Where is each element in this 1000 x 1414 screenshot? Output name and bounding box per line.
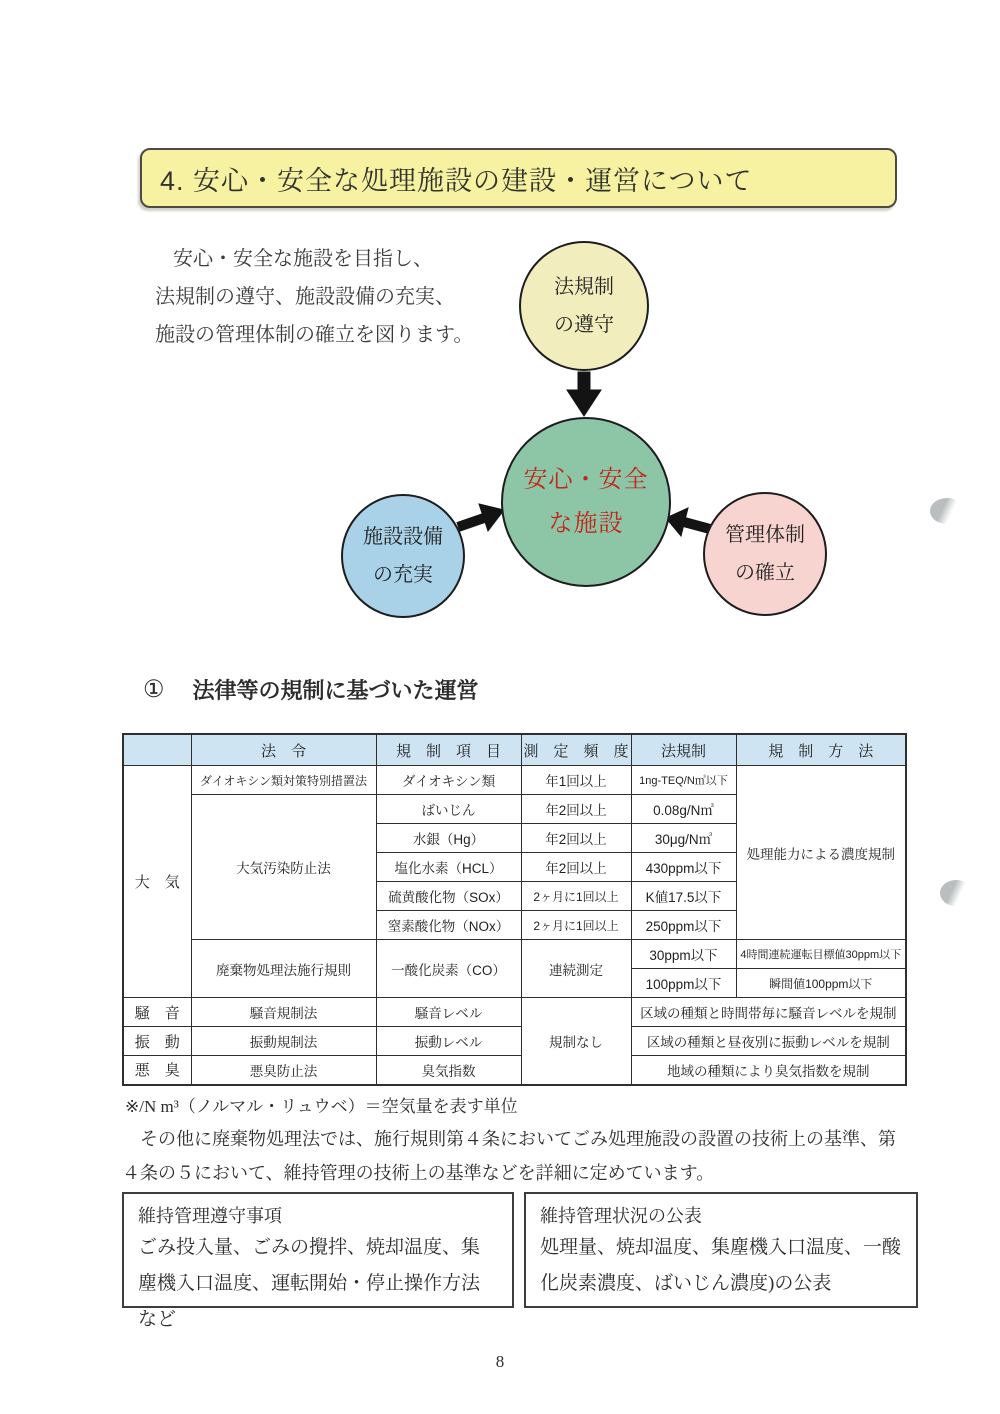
maintenance-disclosure-box bbox=[524, 1192, 918, 1308]
intro-line: 施設の管理体制の確立を図ります。 bbox=[155, 324, 474, 346]
diagram-node-safe-facility bbox=[501, 417, 671, 587]
table-row bbox=[123, 940, 906, 969]
cell-regulation: K値17.5以下 bbox=[631, 882, 736, 911]
body-paragraph: その他に廃棄物処理法では、施行規則第４条においてごみ処理施設の設置の技術上の基準、第４条の５において、維持管理の技術上の基準などを詳細に定めています。 bbox=[122, 1129, 896, 1183]
cell-frequency: 規制なし bbox=[521, 998, 631, 1085]
box-title: 維持管理状況の公表 bbox=[540, 1206, 702, 1226]
cell-regulation: 0.08g/N㎥ bbox=[631, 795, 736, 824]
page-number: 8 bbox=[495, 1352, 505, 1371]
cell-method: 区域の種類と昼夜別に振動レベルを規制 bbox=[631, 1027, 906, 1056]
scan-artifact bbox=[930, 498, 964, 524]
cell-method: 地域の種類により臭気指数を規制 bbox=[631, 1056, 906, 1085]
cell-item: ダイオキシン類 bbox=[376, 766, 521, 795]
cell-regulation: 30ppm以下 bbox=[631, 940, 736, 969]
node-label: な施設 bbox=[548, 511, 624, 537]
cell-frequency: 連続測定 bbox=[521, 940, 631, 998]
page-title: 4. 安心・安全な処理施設の建設・運営について bbox=[160, 165, 753, 196]
cell-item: 振動レベル bbox=[376, 1027, 521, 1056]
section-title: 法律等の規制に基づいた運営 bbox=[192, 678, 479, 703]
cell-law: ダイオキシン類対策特別措置法 bbox=[191, 766, 376, 795]
col-header-frequency: 測 定 頻 度 bbox=[521, 734, 631, 766]
cell-frequency: 2ヶ月に1回以上 bbox=[521, 882, 631, 911]
scan-artifact bbox=[940, 880, 972, 906]
cell-frequency: 2ヶ月に1回以上 bbox=[521, 911, 631, 940]
node-label: の確立 bbox=[735, 562, 795, 584]
diagram-node-facility-equipment bbox=[341, 494, 465, 618]
cell-category-air: 大 気 bbox=[123, 766, 191, 998]
col-header-category bbox=[123, 734, 191, 766]
col-header-item: 規 制 項 目 bbox=[376, 734, 521, 766]
box-title: 維持管理遵守事項 bbox=[138, 1206, 282, 1226]
cell-law: 廃棄物処理法施行規則 bbox=[191, 940, 376, 998]
diagram-node-management-system bbox=[703, 492, 827, 616]
cell-frequency: 年1回以上 bbox=[521, 766, 631, 795]
cell-frequency: 年2回以上 bbox=[521, 824, 631, 853]
unit-note: ※/N m³（ノルマル・リュウベ）＝空気量を表す単位 bbox=[125, 1097, 518, 1116]
cell-item: 一酸化炭素（CO） bbox=[376, 940, 521, 998]
cell-method: 4時間連続運転目標値30ppm以下 bbox=[736, 940, 906, 969]
cell-law: 大気汚染防止法 bbox=[191, 795, 376, 940]
cell-method: 処理能力による濃度規制 bbox=[736, 766, 906, 940]
cell-category-vibration: 振 動 bbox=[123, 1027, 191, 1056]
node-label: 法規制 bbox=[554, 276, 614, 298]
table-row bbox=[123, 998, 906, 1027]
intro-line: 安心・安全な施設を目指し、 bbox=[173, 248, 433, 270]
cell-regulation: 250ppm以下 bbox=[631, 911, 736, 940]
section-heading bbox=[143, 674, 479, 705]
cell-category-noise: 騒 音 bbox=[123, 998, 191, 1027]
cell-item: 塩化水素（HCL） bbox=[376, 853, 521, 882]
cell-regulation: 430ppm以下 bbox=[631, 853, 736, 882]
cell-method: 瞬間値100ppm以下 bbox=[736, 969, 906, 998]
cell-item: 臭気指数 bbox=[376, 1056, 521, 1085]
cell-regulation: 100ppm以下 bbox=[631, 969, 736, 998]
table-row bbox=[123, 1027, 906, 1056]
cell-item: 窒素酸化物（NOx） bbox=[376, 911, 521, 940]
box-body: 処理量、焼却温度、集塵機入口温度、一酸化炭素濃度、ばいじん濃度)の公表 bbox=[540, 1237, 902, 1294]
cell-law: 振動規制法 bbox=[191, 1027, 376, 1056]
circled-number-icon: ① bbox=[143, 676, 165, 703]
cell-law: 騒音規制法 bbox=[191, 998, 376, 1027]
intro-text bbox=[155, 240, 505, 354]
arrow-left-icon bbox=[666, 508, 710, 536]
cell-item: ばいじん bbox=[376, 795, 521, 824]
table-row bbox=[123, 1056, 906, 1085]
table-header-row bbox=[123, 734, 906, 766]
col-header-regulation: 法規制 bbox=[631, 734, 736, 766]
maintenance-compliance-box bbox=[122, 1192, 514, 1330]
box-body: ごみ投入量、ごみの攪拌、焼却温度、集塵機入口温度、運転開始・停止操作方法など bbox=[138, 1237, 481, 1330]
diagram-node-legal-compliance bbox=[519, 241, 649, 371]
cell-frequency: 年2回以上 bbox=[521, 795, 631, 824]
cell-item: 水銀（Hg） bbox=[376, 824, 521, 853]
cell-item: 硫黄酸化物（SOx） bbox=[376, 882, 521, 911]
cell-method: 区域の種類と時間帯毎に騒音レベルを規制 bbox=[631, 998, 906, 1027]
col-header-method: 規 制 方 法 bbox=[736, 734, 906, 766]
node-label: の充実 bbox=[373, 564, 433, 586]
node-label: 施設設備 bbox=[363, 526, 443, 548]
node-label: 安心・安全 bbox=[523, 467, 649, 493]
intro-line: 法規制の遵守、施設設備の充実、 bbox=[155, 286, 455, 308]
cell-regulation: 1ng-TEQ/N㎥以下 bbox=[631, 766, 736, 795]
cell-regulation: 30μg/N㎥ bbox=[631, 824, 736, 853]
arrow-right-icon bbox=[458, 504, 504, 531]
node-label: の遵守 bbox=[554, 314, 614, 336]
regulation-table bbox=[122, 733, 907, 1086]
table-row bbox=[123, 766, 906, 795]
arrow-down-icon bbox=[567, 372, 601, 416]
section-banner bbox=[140, 148, 897, 208]
node-label: 管理体制 bbox=[725, 524, 805, 546]
cell-item: 騒音レベル bbox=[376, 998, 521, 1027]
cell-law: 悪臭防止法 bbox=[191, 1056, 376, 1085]
cell-frequency: 年2回以上 bbox=[521, 853, 631, 882]
col-header-law: 法 令 bbox=[191, 734, 376, 766]
cell-category-odor: 悪 臭 bbox=[123, 1056, 191, 1085]
